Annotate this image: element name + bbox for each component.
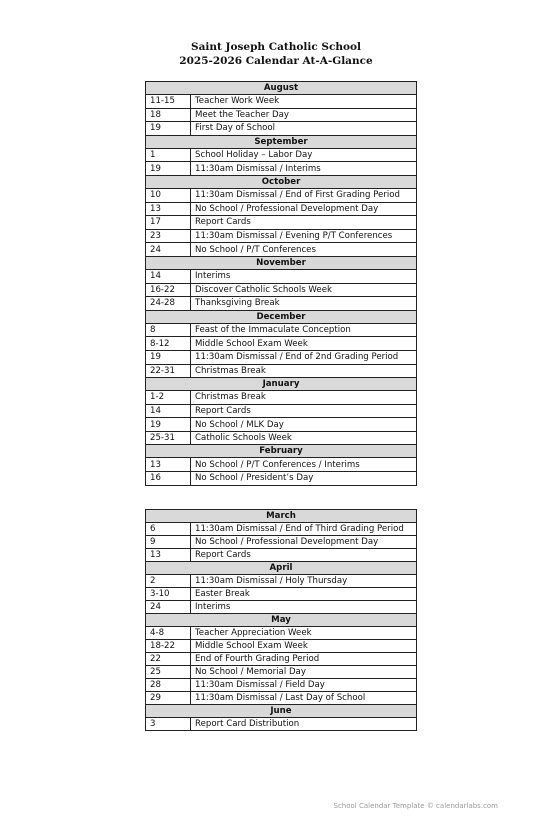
table-row — [146, 575, 417, 588]
event-date: 29 — [146, 692, 191, 705]
event-description: 11:30am Dismissal / End of Third Grading Period — [191, 523, 417, 536]
event-description: Catholic Schools Week — [191, 431, 417, 445]
event-description: Report Card Distribution — [191, 718, 417, 731]
event-description: No School / Professional Development Day — [191, 536, 417, 549]
month-header-row — [146, 256, 417, 269]
event-date: 18 — [146, 108, 191, 122]
event-description: Easter Break — [191, 588, 417, 601]
month-header: August — [146, 82, 417, 95]
event-date: 11-15 — [146, 95, 191, 109]
month-header-row — [146, 135, 417, 148]
table-row — [146, 364, 417, 378]
event-date: 16-22 — [146, 283, 191, 297]
month-header-row — [146, 562, 417, 575]
event-date: 6 — [146, 523, 191, 536]
event-date: 14 — [146, 404, 191, 418]
month-header: February — [146, 445, 417, 458]
month-header: June — [146, 705, 417, 718]
table-row — [146, 640, 417, 653]
event-date: 19 — [146, 162, 191, 176]
event-description: Interims — [191, 269, 417, 283]
event-date: 24 — [146, 243, 191, 257]
month-header-row — [146, 175, 417, 188]
calendar-title: 2025-2026 Calendar At-A-Glance — [179, 55, 373, 67]
event-description: 11:30am Dismissal / Field Day — [191, 679, 417, 692]
event-description: School Holiday – Labor Day — [191, 148, 417, 162]
event-date: 17 — [146, 216, 191, 230]
event-description: 11:30am Dismissal / Evening P/T Conferences — [191, 229, 417, 243]
event-date: 13 — [146, 202, 191, 216]
month-header: November — [146, 256, 417, 269]
table-row — [146, 95, 417, 109]
event-description: 11:30am Dismissal / End of First Grading Period — [191, 188, 417, 202]
event-description: No School / Memorial Day — [191, 666, 417, 679]
event-date: 1-2 — [146, 391, 191, 405]
table-row — [146, 588, 417, 601]
event-date: 9 — [146, 536, 191, 549]
event-description: 11:30am Dismissal / End of 2nd Grading Period — [191, 350, 417, 364]
table-row — [146, 536, 417, 549]
table-row — [146, 269, 417, 283]
month-header: March — [146, 510, 417, 523]
table-row — [146, 653, 417, 666]
event-description: Report Cards — [191, 216, 417, 230]
event-description: End of Fourth Grading Period — [191, 653, 417, 666]
event-description: Christmas Break — [191, 391, 417, 405]
event-date: 24-28 — [146, 297, 191, 311]
table-row — [146, 458, 417, 472]
calendar-table-spring — [145, 509, 417, 731]
table-row — [146, 350, 417, 364]
table-row — [146, 202, 417, 216]
calendar-table-fall — [145, 81, 417, 486]
table-row — [146, 679, 417, 692]
event-date: 19 — [146, 418, 191, 432]
month-header-row — [146, 614, 417, 627]
event-date: 13 — [146, 458, 191, 472]
event-description: Teacher Work Week — [191, 95, 417, 109]
event-date: 8-12 — [146, 337, 191, 351]
table-row — [146, 148, 417, 162]
event-description: Teacher Appreciation Week — [191, 627, 417, 640]
table-row — [146, 601, 417, 614]
event-date: 18-22 — [146, 640, 191, 653]
event-description: Report Cards — [191, 404, 417, 418]
table-row — [146, 523, 417, 536]
event-description: No School / President’s Day — [191, 472, 417, 486]
month-header: January — [146, 378, 417, 391]
footer-credit: School Calendar Template © calendarlabs.com — [333, 802, 498, 810]
event-date: 22-31 — [146, 364, 191, 378]
month-header: October — [146, 175, 417, 188]
event-date: 23 — [146, 229, 191, 243]
table-row — [146, 283, 417, 297]
event-description: Thanksgiving Break — [191, 297, 417, 311]
event-description: First Day of School — [191, 122, 417, 136]
table-row — [146, 627, 417, 640]
table-row — [146, 229, 417, 243]
table-row — [146, 472, 417, 486]
event-date: 28 — [146, 679, 191, 692]
event-description: No School / P/T Conferences / Interims — [191, 458, 417, 472]
month-header: December — [146, 310, 417, 323]
month-header-row — [146, 82, 417, 95]
table-row — [146, 337, 417, 351]
event-date: 25 — [146, 666, 191, 679]
event-description: 11:30am Dismissal / Interims — [191, 162, 417, 176]
table-row — [146, 243, 417, 257]
event-description: Discover Catholic Schools Week — [191, 283, 417, 297]
event-date: 16 — [146, 472, 191, 486]
table-row — [146, 297, 417, 311]
month-header-row — [146, 510, 417, 523]
event-description: No School / P/T Conferences — [191, 243, 417, 257]
month-header-row — [146, 445, 417, 458]
event-description: No School / Professional Development Day — [191, 202, 417, 216]
table-row — [146, 391, 417, 405]
event-description: No School / MLK Day — [191, 418, 417, 432]
table-row — [146, 692, 417, 705]
table-row — [146, 418, 417, 432]
event-description: Feast of the Immaculate Conception — [191, 323, 417, 337]
table-row — [146, 323, 417, 337]
event-date: 4-8 — [146, 627, 191, 640]
event-description: Report Cards — [191, 549, 417, 562]
table-row — [146, 404, 417, 418]
month-header-row — [146, 378, 417, 391]
event-description: Middle School Exam Week — [191, 640, 417, 653]
month-header: April — [146, 562, 417, 575]
event-date: 8 — [146, 323, 191, 337]
table-row — [146, 162, 417, 176]
event-date: 22 — [146, 653, 191, 666]
table-row — [146, 108, 417, 122]
table-row — [146, 216, 417, 230]
event-description: Interims — [191, 601, 417, 614]
event-description: 11:30am Dismissal / Holy Thursday — [191, 575, 417, 588]
table-row — [146, 666, 417, 679]
event-date: 3 — [146, 718, 191, 731]
event-date: 19 — [146, 122, 191, 136]
event-date: 10 — [146, 188, 191, 202]
table-row — [146, 718, 417, 731]
event-date: 13 — [146, 549, 191, 562]
event-description: Christmas Break — [191, 364, 417, 378]
month-header-row — [146, 705, 417, 718]
event-date: 2 — [146, 575, 191, 588]
event-date: 1 — [146, 148, 191, 162]
table-row — [146, 122, 417, 136]
event-description: 11:30am Dismissal / Last Day of School — [191, 692, 417, 705]
event-description: Middle School Exam Week — [191, 337, 417, 351]
month-header: May — [146, 614, 417, 627]
table-row — [146, 431, 417, 445]
table-row — [146, 188, 417, 202]
event-date: 24 — [146, 601, 191, 614]
month-header-row — [146, 310, 417, 323]
table-row — [146, 549, 417, 562]
month-header: September — [146, 135, 417, 148]
event-date: 25-31 — [146, 431, 191, 445]
event-date: 19 — [146, 350, 191, 364]
school-name: Saint Joseph Catholic School — [191, 41, 361, 53]
event-date: 3-10 — [146, 588, 191, 601]
event-description: Meet the Teacher Day — [191, 108, 417, 122]
event-date: 14 — [146, 269, 191, 283]
document-title — [0, 40, 552, 68]
